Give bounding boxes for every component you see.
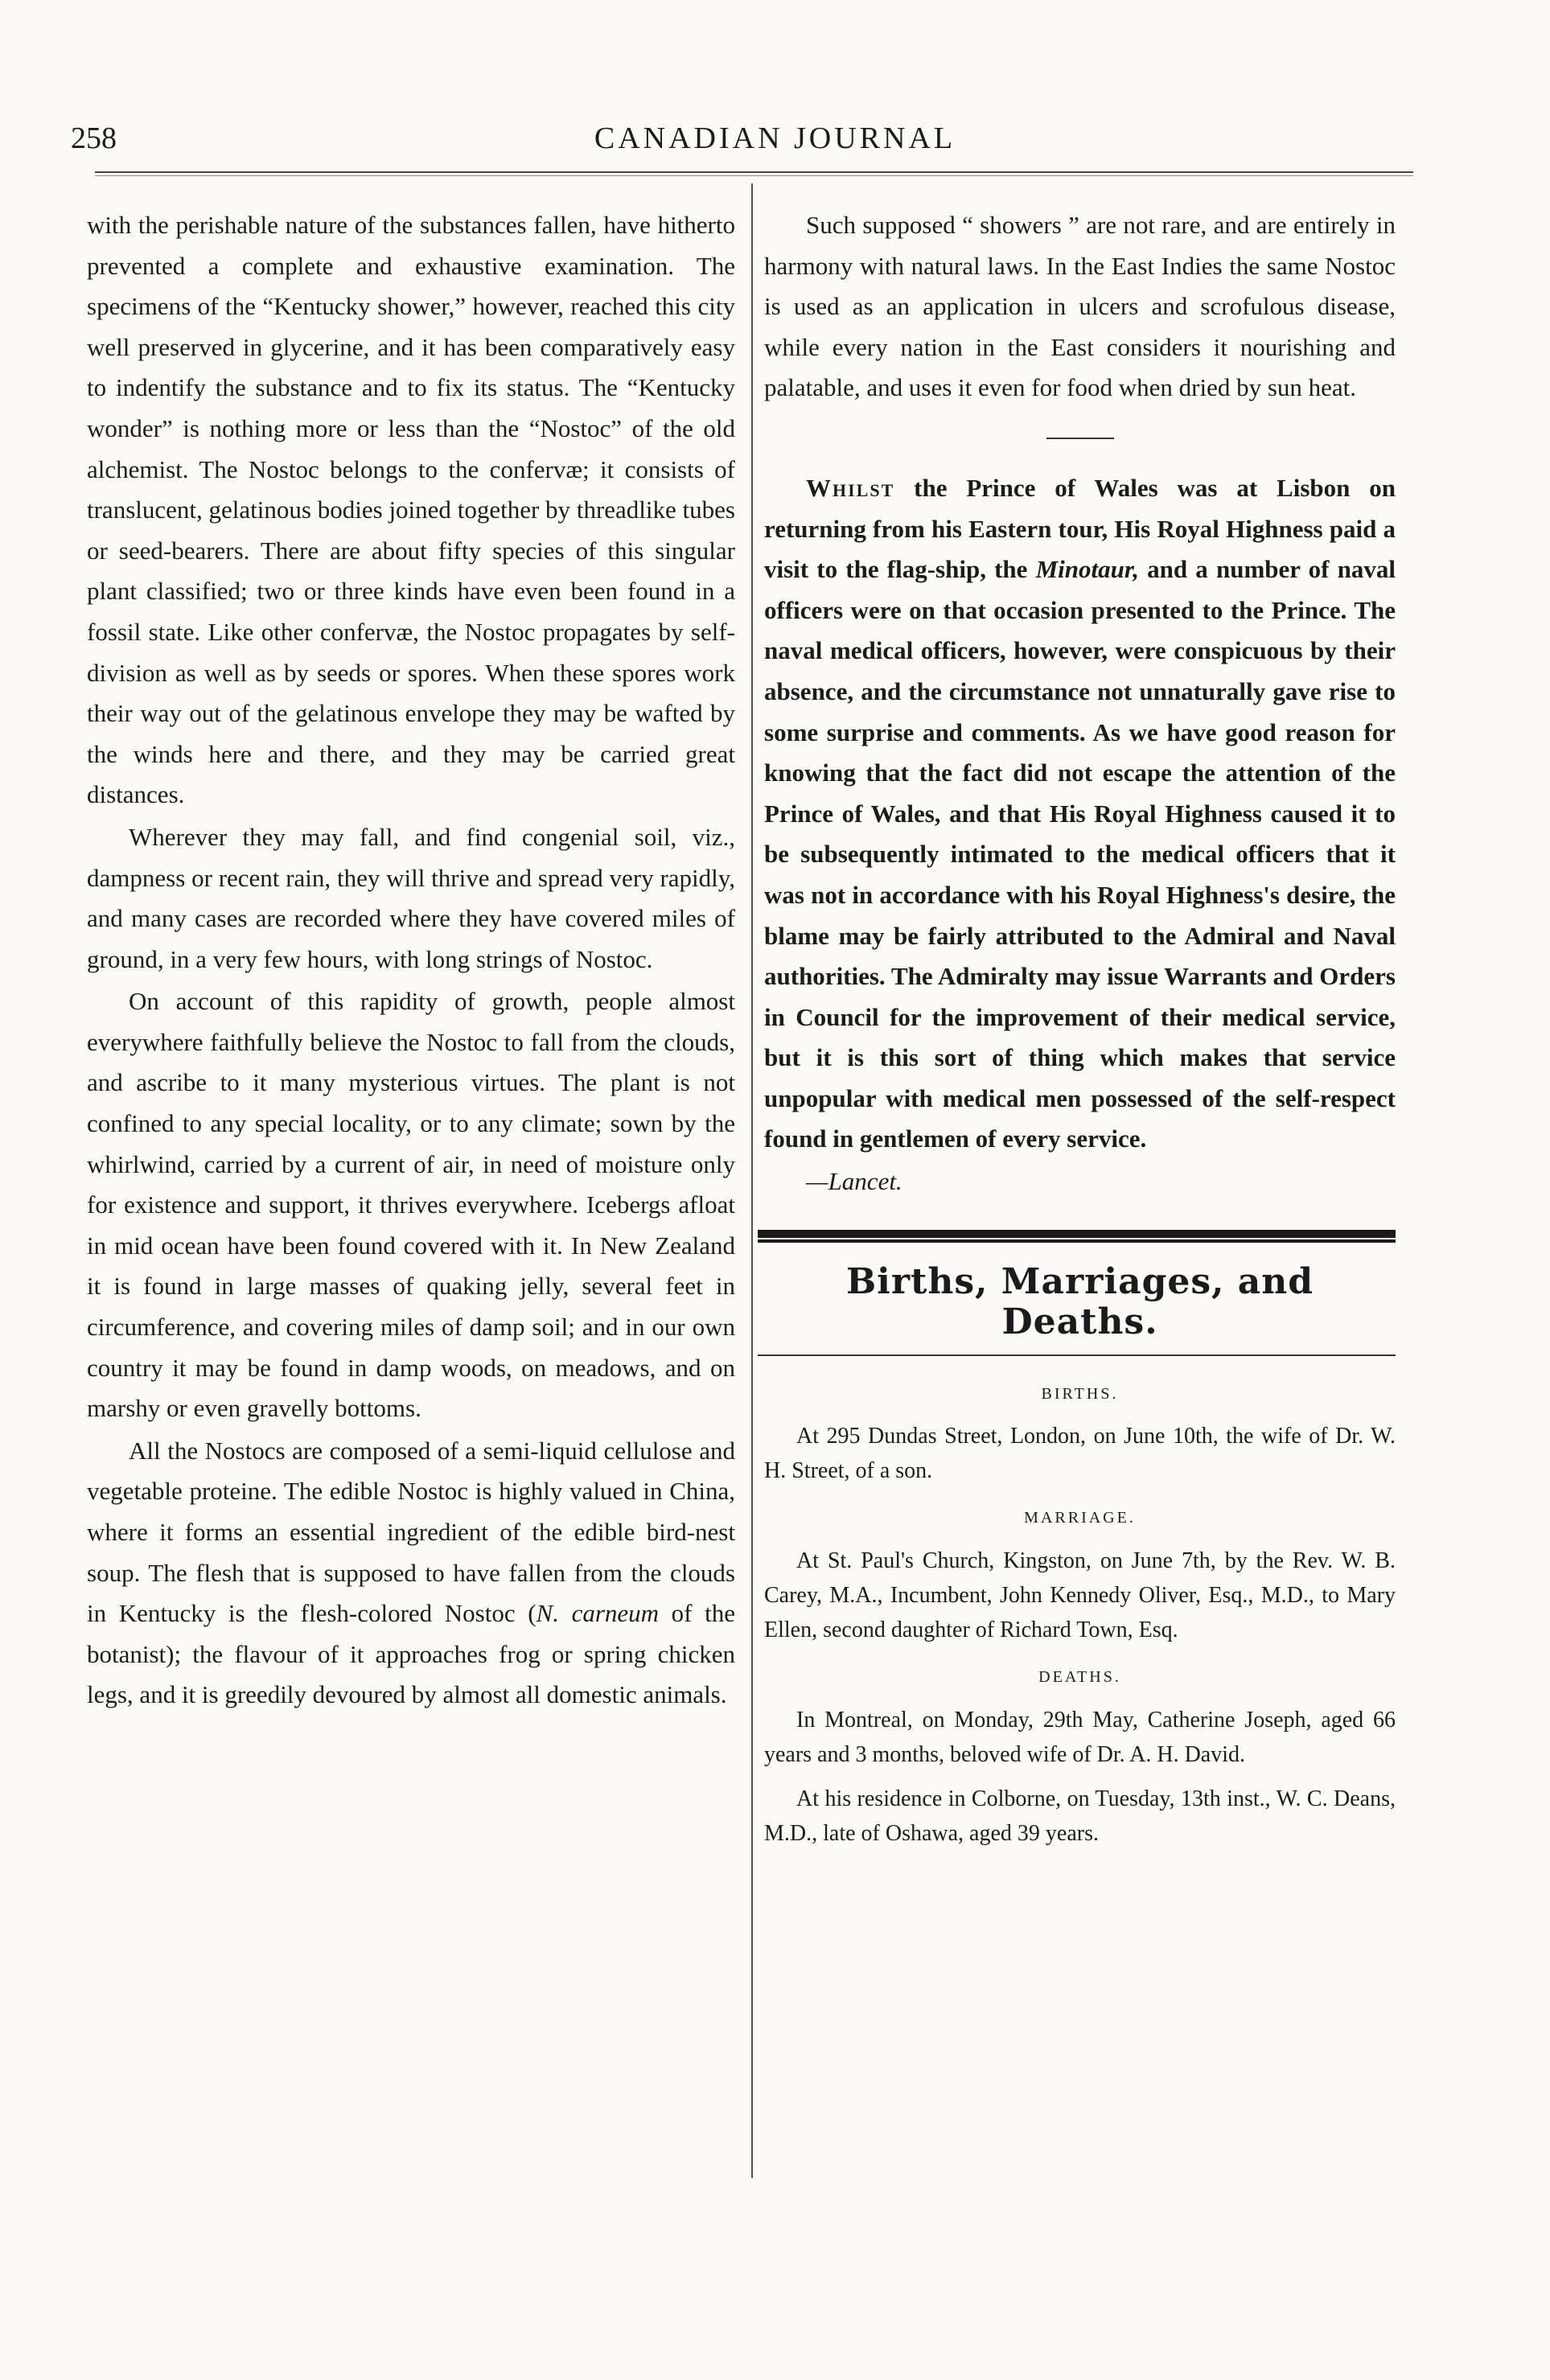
paragraph-lisbon (764, 468, 1396, 1160)
marriage-notice: At St. Paul's Church, Kingston, on June 7th, by the Rev. W. B. Carey, M.A., Incumbent, John Kennedy Oliver, Esq., M.D., to Mary Ellen, second daughter of Richard Town, Esq. (764, 1548, 1396, 1643)
text-run: the Prince of Wales was at Lisbon on returning from his Eastern tour, His Royal Highness paid a visit to the flag-ship, the (764, 473, 1396, 584)
paragraph-nostoc-spread: Wherever they may fall, and find congenial soil, viz., dampness or recent rain, they will thrive and spread very rapidly, and many cases are recorded where they have covered miles of ground, in a very few hours, with long strings of Nostoc. (87, 822, 735, 973)
text-run: of the botanist); the flavour of it approaches frog or spring chicken legs, and it is greedily devoured by almost all domestic animals. (87, 1599, 735, 1709)
right-column (764, 205, 1396, 1860)
paragraph-showers: Such supposed “ showers ” are not rare, and are entirely in harmony with natural laws. In the East Indies the same Nostoc is used as an application in ulcers and scrofulous disease, while every nation in the East considers it nourishing and palatable, and uses it even for food when dried by sun heat. (764, 211, 1396, 402)
section-subrule (758, 1354, 1396, 1356)
source-name: —Lancet. (806, 1167, 902, 1196)
running-head: CANADIAN JOURNAL (594, 121, 956, 155)
births-heading: BIRTHS. (1041, 1384, 1119, 1403)
paragraph-nostoc-growth: On account of this rapidity of growth, people almost everywhere faithfully believe the Nostoc to fall from the clouds, and ascribe to it many mysterious virtues. The plant is not confined to any special locality, or to any climate; sown by the whirlwind, carried by a current of air, in need of moisture only for existence and support, it thrives everywhere. Icebergs afloat in mid ocean have been found covered with it. In New Zealand it is found in large masses of quaking jelly, several feet in circumference, and covering miles of damp soil; and in our own country it may be found in damp woods, on meadows, and on marshy or even gravelly bottoms. (87, 987, 735, 1423)
text-run: and a number of naval officers were on that occasion presented to the Prince. The naval medical officers, however, were conspicuous by their absence, and the circumstance not unnaturally gave rise to some surprise and comments. As we have good reason for knowing that the fact did not escape the attention of the Prince of Wales, and that His Royal Highness caused it to be subsequently intimated to the medical officers that it was not in accordance with his Royal Highness's desire, the blame may be fairly attributed to the Admiral and Naval authorities. The Admiralty may issue Warrants and Orders in Council for the improvement of their medical service, but it is this sort of thing which makes that service unpopular with medical men possessed of the self-respect found in gentlemen of every service. (764, 555, 1396, 1153)
birth-notice: At 295 Dundas Street, London, on June 10th, the wife of Dr. W. H. Street, of a son. (764, 1424, 1396, 1484)
header-rule (95, 171, 1413, 176)
death-notice: At his residence in Colborne, on Tuesday, 13th inst., W. C. Deans, M.D., late of Oshawa, aged 39 years. (764, 1786, 1396, 1846)
source-attribution (764, 1161, 1396, 1202)
deaths-heading: DEATHS. (1038, 1668, 1121, 1687)
ship-name: Minotaur, (1035, 555, 1139, 584)
article-separator (1046, 438, 1114, 439)
page-number: 258 (71, 121, 117, 155)
marriage-heading: MARRIAGE. (1024, 1509, 1136, 1527)
left-column (87, 205, 735, 1716)
paragraph-nostoc-composition (87, 1431, 735, 1716)
column-divider (751, 183, 753, 2178)
paragraph-nostoc-intro: with the perishable nature of the substances fallen, have hitherto prevented a complete and exhaustive examination. The specimens of the “Kentucky shower,” however, reached this city well preserved in glycerine, and it has been comparatively easy to indentify the substance and to fix its status. The “Kentucky wonder” is nothing more or less than the “Nostoc” of the old alchemist. The Nostoc belongs to the confervæ; it consists of translucent, gelatinous bodies joined together by threadlike tubes or seed-bearers. There are about fifty species of this singular plant classified; two or three kinds have even been found in a fossil state. Like other confervæ, the Nostoc propagates by self-division as well as by seeds or spores. When these spores work their way out of the gelatinous envelope they may be wafted by the winds here and there, and they may be carried great distances. (87, 211, 735, 809)
lead-word: Whilst (806, 473, 895, 502)
text-run: All the Nostocs are composed of a semi-liquid cellulose and vegetable proteine. The edible Nostoc is highly valued in China, where it forms an essential ingredient of the edible bird-nest soup. The flesh that is supposed to have fallen from the clouds in Kentucky is the flesh-colored Nostoc ( (87, 1436, 735, 1628)
species-name: N. carneum (536, 1599, 660, 1628)
death-notice: In Montreal, on Monday, 29th May, Catherine Joseph, aged 66 years and 3 months, beloved wife of Dr. A. H. David. (764, 1707, 1396, 1767)
section-title: Births, Marriages, and Deaths. (845, 1260, 1314, 1343)
section-rule (758, 1230, 1396, 1239)
